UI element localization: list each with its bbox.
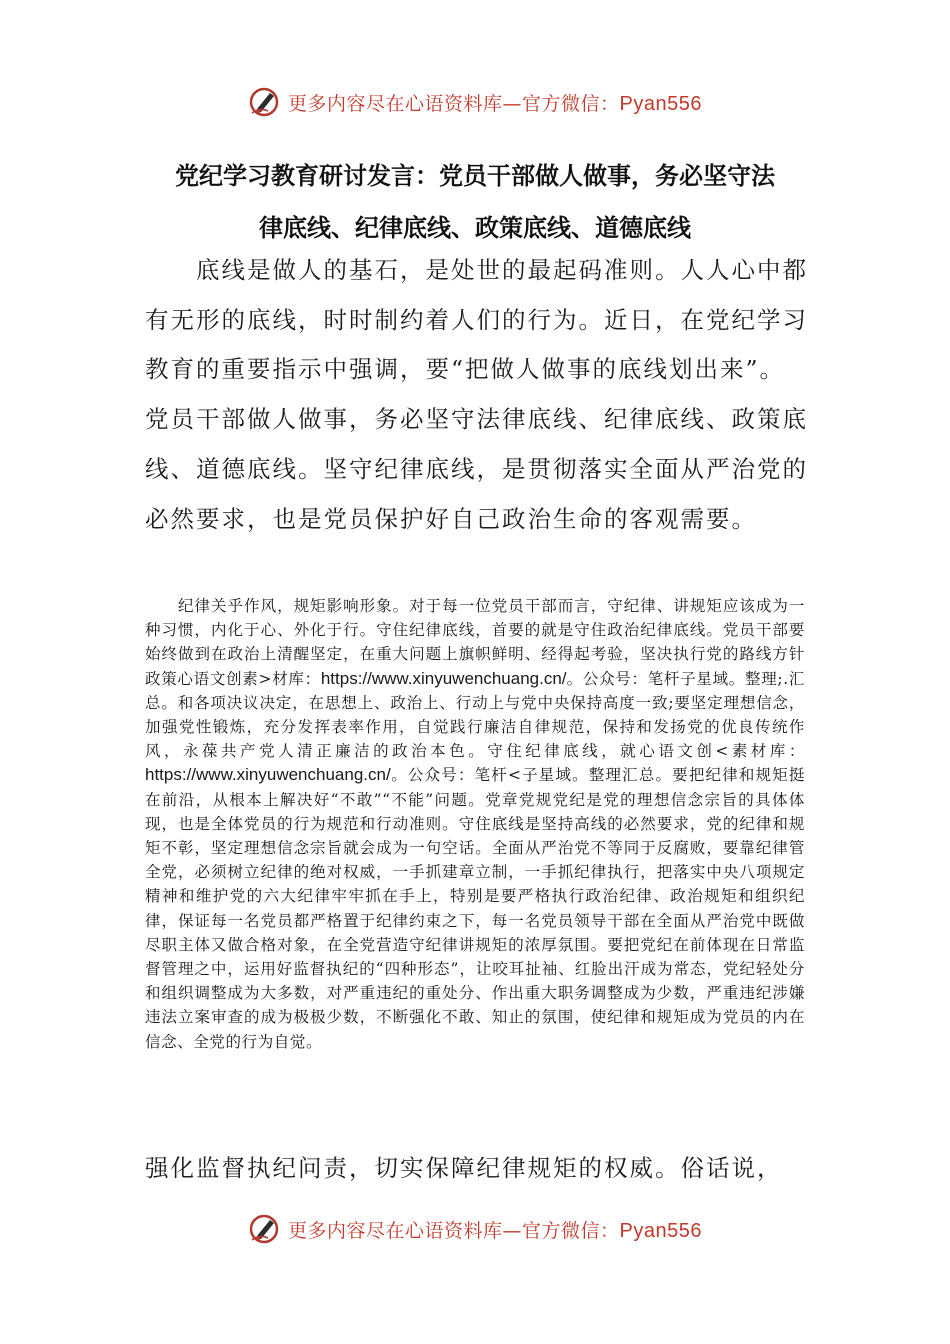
header-banner	[0, 82, 950, 122]
title-line-1: 党纪学习教育研讨发言：党员干部做人做事，务必坚守法	[175, 162, 775, 190]
pen-writing-logo-icon	[248, 1212, 282, 1246]
title-line-2: 律底线、纪律底线、政策底线、道德底线	[259, 214, 691, 242]
body-url-1: https://www.xinyuwenchuang.cn/	[320, 668, 567, 688]
footer-banner	[0, 1209, 950, 1249]
body-url-2: https://www.xinyuwenchuang.cn/	[145, 765, 391, 785]
body-text-part-3: 。公众号：笔杆<子星域。整理汇总。要把纪律和规矩挺在前沿，从根本上解决好“不敢”“不能”问题。党章党规党纪是党的理想信念宗旨的具体体现，也是全体党员的行为规范和行动准则。守住底线是坚持高线的必然要求，党的纪律和规矩不彰，坚定理想信念宗旨就会成为一句空话。全面从严治党不等同于反腐败，要靠纪律管全党，必须树立纪律的绝对权威，一手抓建章立制，一手抓纪律执行，把落实中央八项规定精神和维护党的六大纪律牢牢抓在手上，特别是要严格执行政治纪律、政治规矩和组织纪律，保证每一名党员都严格置于纪律约束之下，每一名党员领导干部在全面从严治党中既做尽职主体又做合格对象，在全党营造守纪律讲规矩的浓厚氛围。要把党纪在前体现在日常监督管理之中，运用好监督执纪的“四种形态”，让咬耳扯袖、红脸出汗成为常态，党纪轻处分和组织调整成为大多数，对严重违纪的重处分、作出重大职务调整成为少数，严重违纪涉嫌违法立案审查的成为极极少数，不断强化不敢、知止的氛围，使纪律和规矩成为党员的内在信念、全党的行为自觉。	[145, 766, 805, 1051]
body-text-part-1: 纪律关乎作风，规矩影响形象。对于每一位党员干部而言，守纪律、讲规矩应该成为一种习惯，内化于心、外化于行。守住纪律底线，首要的就是守住政治纪律底线。党员干部要始终做到在政治上清醒坚定，在重大问题上旗帜鲜明、经得起考验，坚决执行党的路线方针政策心语文创素>材库：	[145, 597, 805, 688]
pen-writing-logo-icon	[248, 85, 282, 119]
footer-wechat-account: Pyan556	[619, 1219, 702, 1242]
tail-paragraph-line: 强化监督执纪问责，切实保障纪律规矩的权威。俗话说，	[145, 1154, 783, 1182]
document-title	[140, 150, 810, 254]
header-wechat-account: Pyan556	[619, 92, 702, 115]
body-paragraph	[145, 594, 805, 1054]
footer-banner-text: 更多内容尽在心语资料库—官方微信：Pyan556	[288, 1219, 702, 1242]
intro-paragraph: 底线是做人的基石，是处世的最起码准则。人人心中都有无形的底线，时时制约着人们的行为。近日，在党纪学习教育的重要指示中强调，要“把做人做事的底线划出来”。党员干部做人做事，务必坚守法律底线、纪律底线、政策底线、道德底线。坚守纪律底线，是贯彻落实全面从严治党的必然要求，也是党员保护好自己政治生命的客观需要。	[145, 256, 808, 533]
header-banner-text: 更多内容尽在心语资料库—官方微信：Pyan556	[288, 92, 702, 115]
body-text-part-2: 。公众号：笔杆子星域。整理;.汇总。和各项决议决定，在思想上、政治上、行动上与党中央保持高度一致;要坚定理想信念，加强党性锻炼，充分发挥表率作用，自觉践行廉洁自律规范，保持和发扬党的优良传统作风，永葆共产党人清正廉洁的政治本色。守住纪律底线，就心语文创<素材库：	[145, 669, 805, 761]
